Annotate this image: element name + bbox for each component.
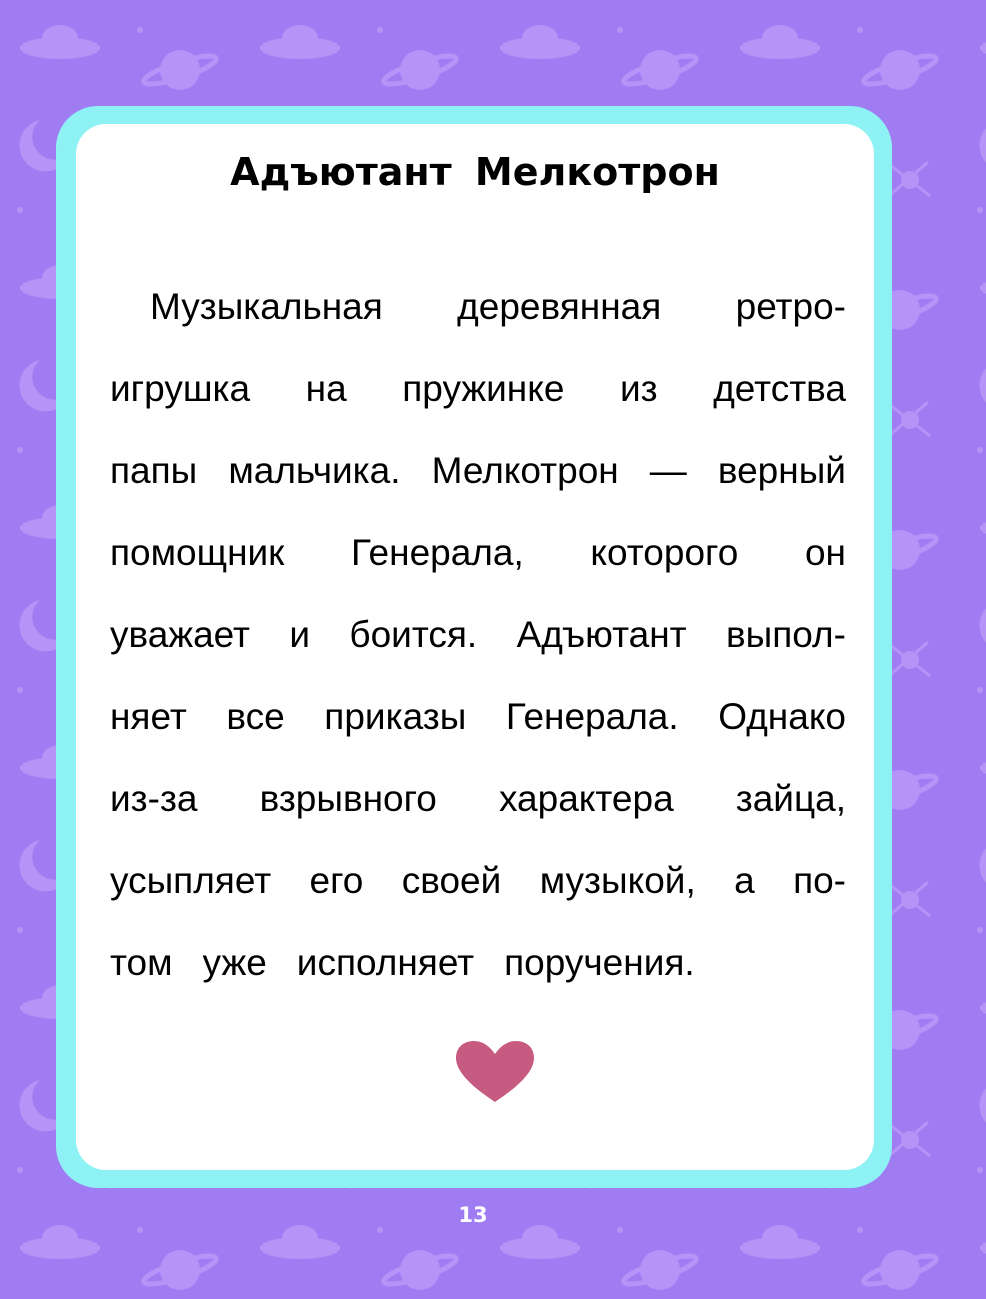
text-word: пружинке bbox=[402, 368, 565, 409]
heart-icon bbox=[454, 1040, 536, 1104]
text-line bbox=[110, 840, 846, 922]
text-word: деревянная bbox=[457, 286, 662, 327]
text-word: том bbox=[110, 942, 173, 983]
text-word: которого bbox=[590, 532, 739, 573]
text-word: Генерала. bbox=[505, 696, 679, 737]
text-word: уважает bbox=[110, 614, 250, 655]
text-word: ретро- bbox=[735, 286, 846, 327]
text-word: из-за bbox=[110, 778, 198, 819]
page-title: Адъютант Мелкотрон bbox=[230, 150, 720, 194]
text-word: усыпляет bbox=[110, 860, 272, 901]
text-word: по- bbox=[793, 860, 846, 901]
text-word: характера bbox=[498, 778, 674, 819]
text-line bbox=[110, 348, 846, 430]
text-word: Однако bbox=[718, 696, 846, 737]
text-word: своей bbox=[401, 860, 502, 901]
text-word: приказы bbox=[324, 696, 467, 737]
text-line bbox=[110, 512, 846, 594]
text-word: мальчика. bbox=[228, 450, 401, 491]
page-number: 13 bbox=[458, 1203, 488, 1227]
text-line bbox=[110, 430, 846, 512]
text-word: Генерала, bbox=[351, 532, 524, 573]
text-line bbox=[110, 676, 846, 758]
text-word: его bbox=[309, 860, 364, 901]
text-line bbox=[110, 758, 846, 840]
text-word: — bbox=[649, 450, 687, 491]
text-word: а bbox=[734, 860, 755, 901]
text-word: боится. bbox=[349, 614, 478, 655]
text-word: исполняет bbox=[296, 942, 475, 983]
text-word: взрывного bbox=[259, 778, 437, 819]
text-line bbox=[110, 266, 846, 348]
text-word: он bbox=[804, 532, 846, 573]
text-word: игрушка bbox=[110, 368, 251, 409]
text-word: папы bbox=[110, 450, 198, 491]
text-word: помощник bbox=[110, 532, 285, 573]
text-word: Музыкальная bbox=[150, 286, 383, 327]
text-word: Адъютант bbox=[516, 614, 687, 655]
text-word: из bbox=[620, 368, 658, 409]
text-word: все bbox=[226, 696, 285, 737]
text-word: верный bbox=[717, 450, 846, 491]
text-word: и bbox=[289, 614, 311, 655]
text-word: поручения. bbox=[504, 942, 695, 983]
text-word: детства bbox=[713, 368, 846, 409]
text-line bbox=[110, 922, 846, 1004]
description-text bbox=[110, 266, 846, 1004]
text-word: уже bbox=[202, 942, 267, 983]
text-word: Мелкотрон bbox=[431, 450, 619, 491]
text-word: выпол- bbox=[726, 614, 846, 655]
text-line bbox=[110, 594, 846, 676]
text-word: няет bbox=[110, 696, 187, 737]
text-word: музыкой, bbox=[539, 860, 696, 901]
text-word: на bbox=[305, 368, 347, 409]
text-word: зайца, bbox=[735, 778, 846, 819]
